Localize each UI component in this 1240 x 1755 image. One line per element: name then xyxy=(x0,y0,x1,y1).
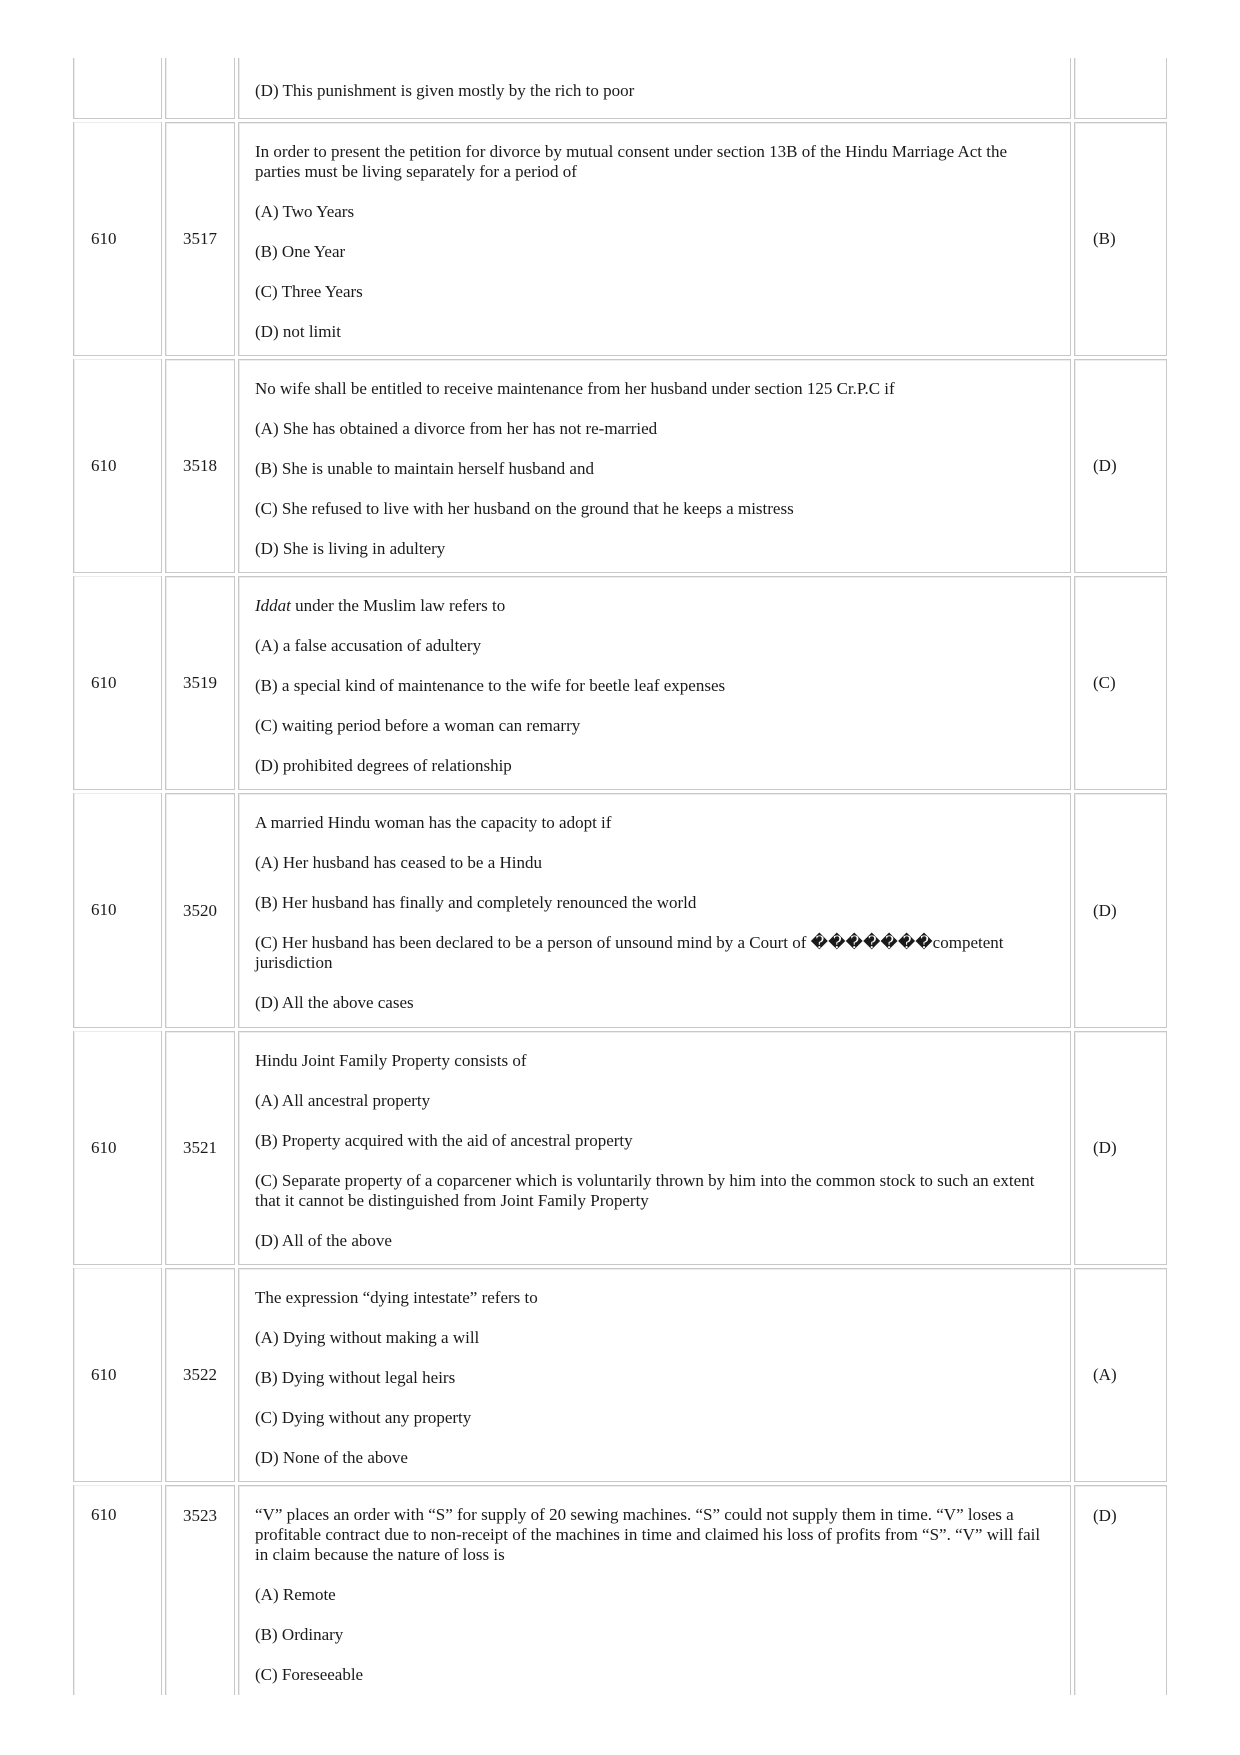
option-a: (A) Two Years xyxy=(255,202,355,221)
question-table xyxy=(73,58,1167,1693)
option-a: (A) Her husband has ceased to be a Hindu xyxy=(255,853,543,872)
question-remainder: under the Muslim law refers to xyxy=(290,596,506,615)
question-text xyxy=(255,596,1054,616)
question-cell xyxy=(238,1031,1071,1265)
serial-cell: 610 xyxy=(73,1485,162,1695)
option-c: (C) She refused to live with her husband on the ground that he keeps a mistress xyxy=(255,499,794,518)
answer-cell: (D) xyxy=(1074,1485,1167,1695)
option-d: (D) She is living in adultery xyxy=(255,539,446,558)
option-d: (D) All of the above xyxy=(255,1231,392,1250)
question-number-cell: 3520 xyxy=(165,793,235,1028)
answer-cell: (D) xyxy=(1074,359,1167,573)
italic-term: Iddat xyxy=(255,596,291,615)
answer-cell: (D) xyxy=(1074,793,1167,1028)
serial-cell: 610 xyxy=(73,122,162,356)
question-text: In order to present the petition for divorce by mutual consent under section 13B of the Hindu Marriage Act the parties must be living separately for a period of xyxy=(255,142,1008,181)
question-cell xyxy=(238,1485,1071,1695)
table-row xyxy=(73,1485,1167,1693)
serial-cell: 610 xyxy=(73,793,162,1028)
question-text: No wife shall be entitled to receive maintenance from her husband under section 125 Cr.P.C if xyxy=(255,379,895,398)
table-row xyxy=(73,576,1167,790)
option-b: (B) Dying without legal heirs xyxy=(255,1368,456,1387)
table-row xyxy=(73,1031,1167,1265)
option-b: (B) She is unable to maintain herself husband and xyxy=(255,459,594,478)
table-row xyxy=(73,122,1167,356)
option-a: (A) All ancestral property xyxy=(255,1091,431,1110)
question-text: Hindu Joint Family Property consists of xyxy=(255,1051,527,1070)
question-text: “V” places an order with “S” for supply of 20 sewing machines. “S” could not supply them in time. “V” loses a profitable contract due to non-receipt of the machines in time and claimed his loss of profits from “S”. “V” will fail in claim because the nature of loss is xyxy=(255,1505,1041,1564)
answer-cell: (C) xyxy=(1074,576,1167,790)
question-text: A married Hindu woman has the capacity to adopt if xyxy=(255,813,612,832)
question-number-cell: 3518 xyxy=(165,359,235,573)
question-text: The expression “dying intestate” refers to xyxy=(255,1288,538,1307)
option-c: (C) Her husband has been declared to be a person of unsound mind by a Court of �������competent jurisdiction xyxy=(255,933,1004,972)
table-row xyxy=(73,359,1167,573)
option-a: (A) Remote xyxy=(255,1585,336,1604)
question-number-cell: 3519 xyxy=(165,576,235,790)
serial-cell xyxy=(73,58,162,119)
question-cell xyxy=(238,576,1071,790)
question-cell xyxy=(238,793,1071,1028)
option-a: (A) She has obtained a divorce from her has not re-married xyxy=(255,419,658,438)
option-d: (D) This punishment is given mostly by the rich to poor xyxy=(255,81,635,100)
serial-cell: 610 xyxy=(73,576,162,790)
answer-cell: (D) xyxy=(1074,1031,1167,1265)
question-number-cell: 3523 xyxy=(165,1485,235,1695)
option-b: (B) One Year xyxy=(255,242,346,261)
option-a: (A) a false accusation of adultery xyxy=(255,636,482,655)
question-cell xyxy=(238,1268,1071,1482)
option-c: (C) Three Years xyxy=(255,282,363,301)
option-d: (D) prohibited degrees of relationship xyxy=(255,756,512,775)
table-row xyxy=(73,1268,1167,1482)
table-row xyxy=(73,793,1167,1028)
serial-cell: 610 xyxy=(73,1268,162,1482)
question-number-cell: 3522 xyxy=(165,1268,235,1482)
option-c: (C) Foreseeable xyxy=(255,1665,364,1684)
option-b: (B) Her husband has finally and completely renounced the world xyxy=(255,893,697,912)
answer-cell: (A) xyxy=(1074,1268,1167,1482)
table-row xyxy=(73,58,1167,119)
option-b: (B) Property acquired with the aid of ancestral property xyxy=(255,1131,633,1150)
answer-cell xyxy=(1074,58,1167,119)
question-number-cell: 3521 xyxy=(165,1031,235,1265)
question-cell xyxy=(238,359,1071,573)
question-cell xyxy=(238,58,1071,119)
option-c: (C) waiting period before a woman can remarry xyxy=(255,716,581,735)
serial-cell: 610 xyxy=(73,1031,162,1265)
option-d: (D) not limit xyxy=(255,322,341,341)
option-b: (B) a special kind of maintenance to the wife for beetle leaf expenses xyxy=(255,676,726,695)
question-cell xyxy=(238,122,1071,356)
option-b: (B) Ordinary xyxy=(255,1625,344,1644)
option-d: (D) None of the above xyxy=(255,1448,408,1467)
option-a: (A) Dying without making a will xyxy=(255,1328,480,1347)
option-c: (C) Dying without any property xyxy=(255,1408,472,1427)
question-number-cell xyxy=(165,58,235,119)
option-d: (D) All the above cases xyxy=(255,993,414,1012)
question-number-cell: 3517 xyxy=(165,122,235,356)
option-c: (C) Separate property of a coparcener which is voluntarily thrown by him into the common stock to such an extent that it cannot be distinguished from Joint Family Property xyxy=(255,1171,1035,1210)
serial-cell: 610 xyxy=(73,359,162,573)
answer-cell: (B) xyxy=(1074,122,1167,356)
